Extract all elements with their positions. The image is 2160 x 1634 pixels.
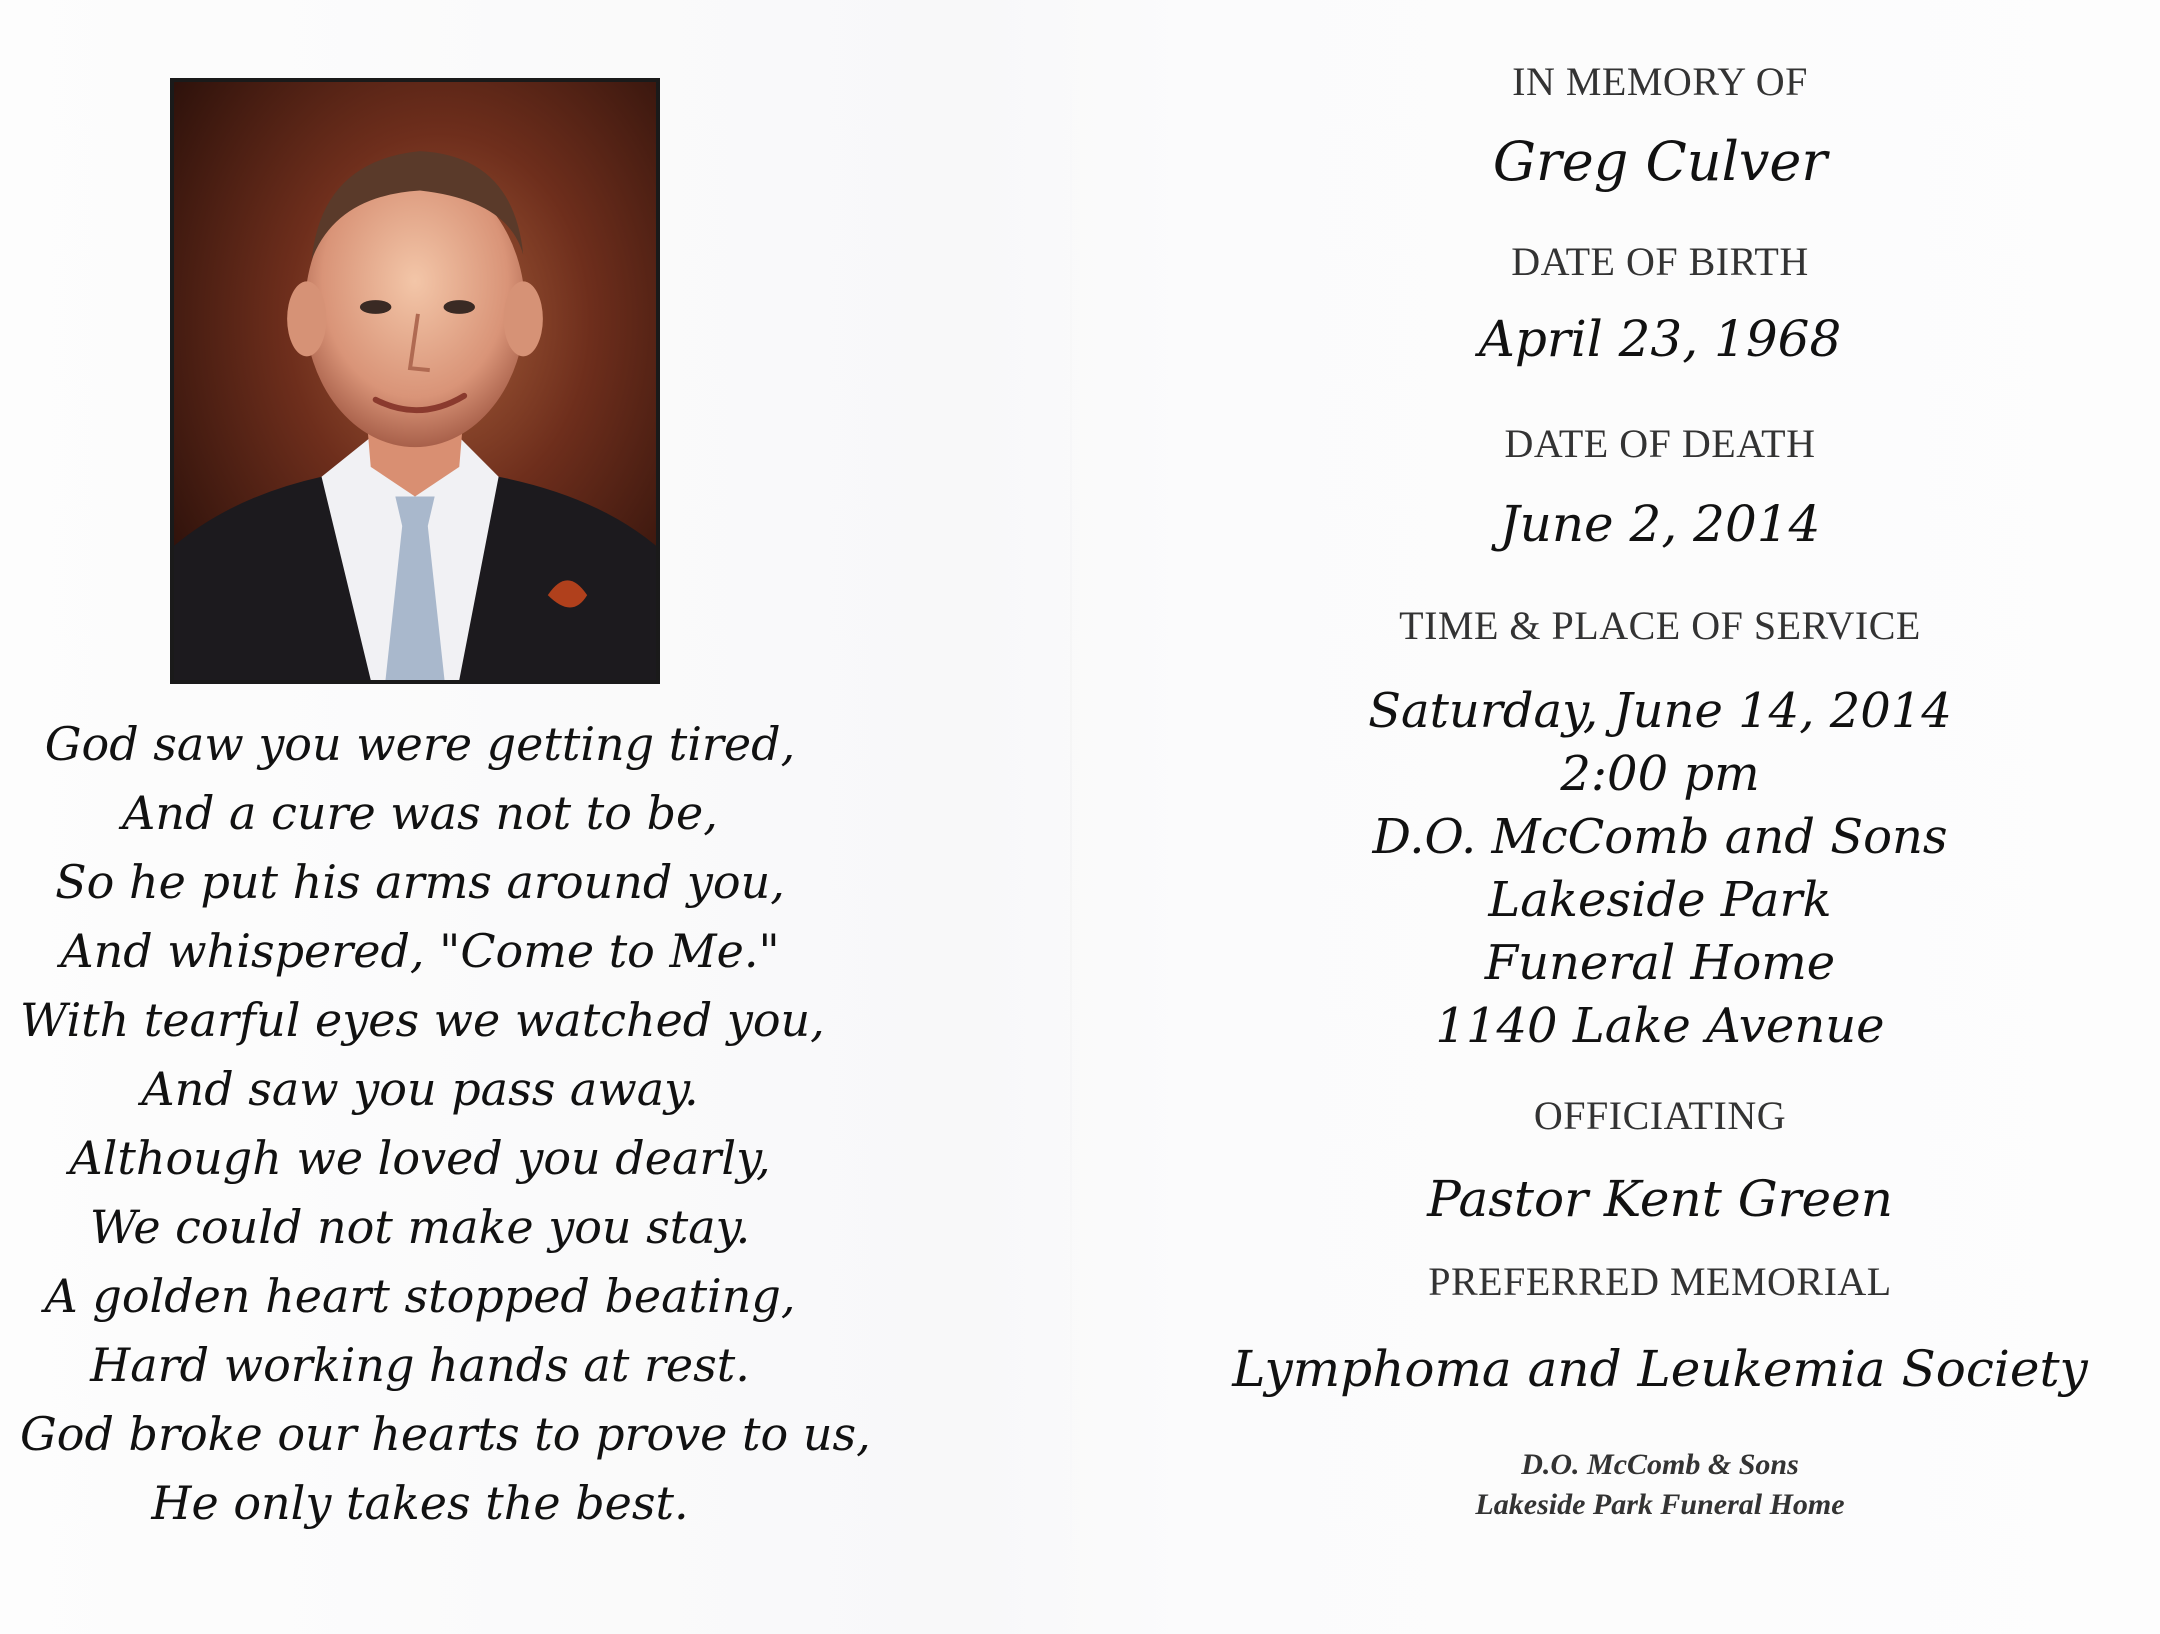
card-fold [1070, 0, 1072, 1634]
poem-line: So he put his arms around you, [55, 855, 785, 909]
poem-line: He only takes the best. [151, 1476, 689, 1530]
portrait-image [174, 82, 656, 680]
poem-line: God saw you were getting tired, [44, 717, 796, 771]
in-memory-label: IN MEMORY OF [1512, 59, 1808, 104]
service-venue-type: Funeral Home [1484, 935, 1836, 991]
birth-date: April 23, 1968 [1478, 310, 1842, 368]
service-time: 2:00 pm [1560, 746, 1760, 802]
death-label: DATE OF DEATH [1504, 421, 1816, 466]
poem [20, 710, 871, 1538]
service-label: TIME & PLACE OF SERVICE [1399, 603, 1921, 648]
service-address: 1140 Lake Avenue [1435, 998, 1885, 1054]
footer-line: D.O. McComb & Sons [1521, 1448, 1799, 1481]
right-panel [1180, 40, 2140, 1580]
poem-line: Although we loved you dearly, [69, 1131, 771, 1185]
service-day: Saturday, June 14, 2014 [1368, 683, 1952, 739]
poem-line: Hard working hands at rest. [90, 1338, 750, 1392]
poem-line: And whispered, "Come to Me." [60, 924, 780, 978]
preferred-memorial-label: PREFERRED MEMORIAL [1428, 1259, 1892, 1304]
poem-line: And a cure was not to be, [122, 786, 718, 840]
poem-line: We could not make you stay. [89, 1200, 751, 1254]
officiant-name: Pastor Kent Green [1427, 1170, 1893, 1228]
service-venue-location: Lakeside Park [1488, 872, 1832, 928]
preferred-memorial: Lymphoma and Leukemia Society [1232, 1340, 2088, 1398]
funeral-home-footer [1180, 1445, 2140, 1525]
poem-line: With tearful eyes we watched you, [20, 993, 825, 1047]
poem-line: And saw you pass away. [141, 1062, 699, 1116]
death-date: June 2, 2014 [1499, 495, 1821, 553]
poem-line: God broke our hearts to prove to us, [20, 1407, 871, 1461]
birth-label: DATE OF BIRTH [1511, 239, 1809, 284]
service-details [1180, 680, 2140, 1058]
officiating-label: OFFICIATING [1533, 1093, 1787, 1138]
footer-line: Lakeside Park Funeral Home [1475, 1488, 1845, 1521]
left-panel [20, 60, 871, 1580]
service-venue: D.O. McComb and Sons [1372, 809, 1948, 865]
poem-line: A golden heart stopped beating, [44, 1269, 796, 1323]
portrait-photo [170, 78, 660, 684]
deceased-name: Greg Culver [1492, 130, 1828, 193]
